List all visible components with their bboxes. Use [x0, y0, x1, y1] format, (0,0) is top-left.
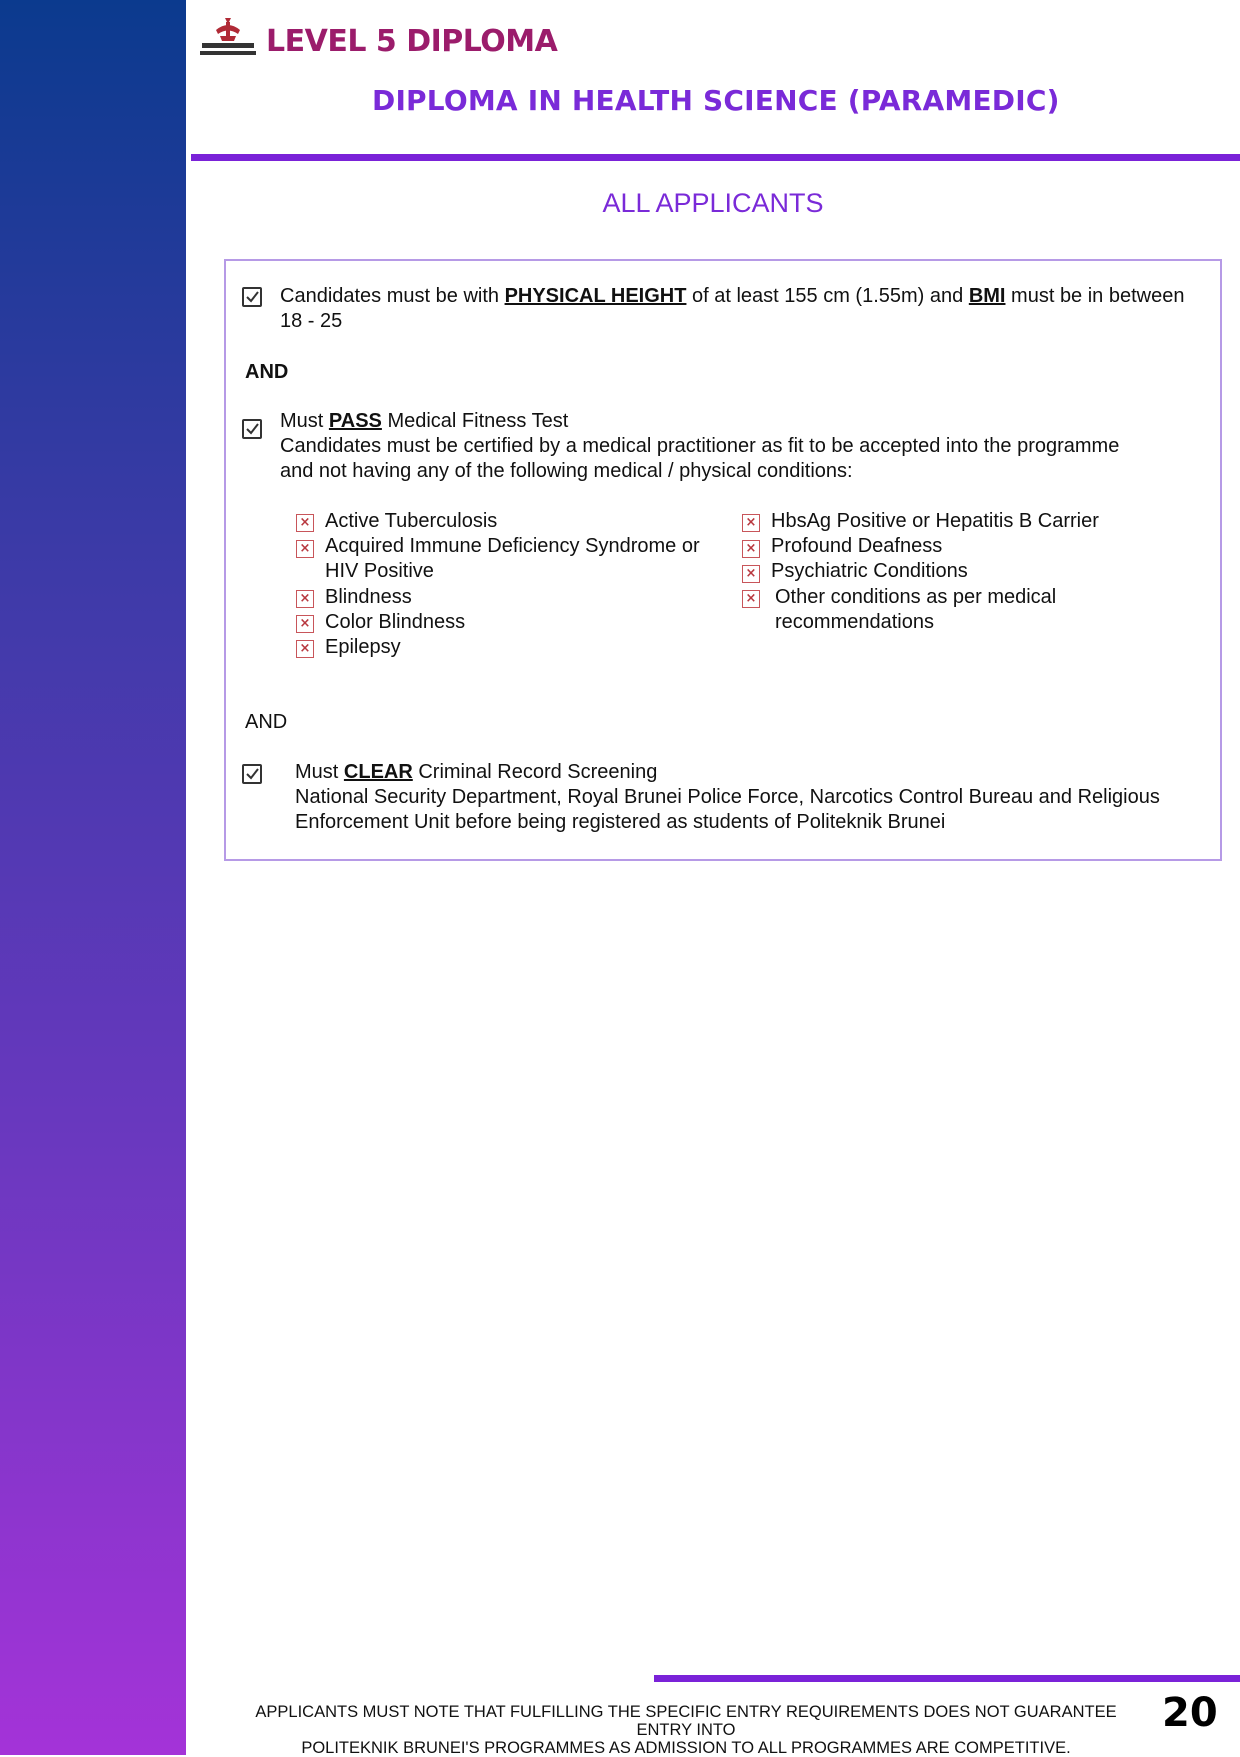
condition-item: Active Tuberculosis	[325, 510, 498, 532]
and-connector: AND	[245, 361, 289, 383]
condition-item-continued: HIV Positive	[325, 560, 434, 582]
checked-box-icon	[242, 764, 262, 784]
sidebar-gradient-band	[0, 0, 186, 1755]
header-divider	[191, 154, 1240, 161]
cross-box-icon: ×	[296, 615, 314, 633]
condition-item-continued: recommendations	[775, 611, 934, 633]
checked-box-icon	[242, 287, 262, 307]
requirement-criminal-record: Must CLEAR Criminal Record Screening National Security Department, Royal Brunei Police Force, Narcotics Control Bureau and Religious Enforcement Unit before being registered as students of Politeknik Brunei	[295, 761, 1160, 833]
condition-item: Color Blindness	[325, 611, 466, 633]
cross-box-icon: ×	[296, 640, 314, 658]
politeknik-brunei-logo	[198, 14, 258, 60]
cross-box-icon: ×	[296, 540, 314, 558]
condition-item: HbsAg Positive or Hepatitis B Carrier	[771, 510, 1099, 532]
condition-item: Psychiatric Conditions	[771, 560, 968, 582]
cross-box-icon: ×	[296, 590, 314, 608]
condition-item: Other conditions as per medical	[775, 586, 1057, 608]
footer-disclaimer: APPLICANTS MUST NOTE THAT FULFILLING THE SPECIFIC ENTRY REQUIREMENTS DOES NOT GUARANTEE ENTRY INTO POLITEKNIK BRUNEI'S PROGRAMMES AS ADMISSION TO ALL PROGRAMMES ARE COMPETITIVE.	[255, 1703, 1117, 1757]
and-connector: AND	[245, 711, 288, 733]
footer-divider	[654, 1675, 1240, 1682]
condition-item: Blindness	[325, 586, 412, 608]
cross-box-icon: ×	[296, 514, 314, 532]
condition-item: Profound Deafness	[771, 535, 943, 557]
cross-box-icon: ×	[742, 514, 760, 532]
section-title: ALL APPLICANTS	[602, 188, 824, 218]
cross-box-icon: ×	[742, 565, 760, 583]
programme-title: DIPLOMA IN HEALTH SCIENCE (PARAMEDIC)	[372, 84, 1060, 117]
requirement-medical-fitness: Must PASS Medical Fitness Test Candidates must be certified by a medical practitioner as fit to be accepted into the programme and not having any of the following medical / physical conditions:	[280, 410, 1120, 482]
condition-item: Epilepsy	[325, 636, 401, 658]
page-number: 20	[1162, 1690, 1218, 1736]
cross-box-icon: ×	[742, 540, 760, 558]
cross-box-icon: ×	[742, 590, 760, 608]
condition-item: Acquired Immune Deficiency Syndrome or	[325, 535, 700, 557]
requirement-height-bmi: Candidates must be with PHYSICAL HEIGHT of at least 155 cm (1.55m) and BMI must be in between 18 - 25	[280, 285, 1185, 332]
checked-box-icon	[242, 419, 262, 439]
level-title: LEVEL 5 DIPLOMA	[266, 24, 558, 59]
